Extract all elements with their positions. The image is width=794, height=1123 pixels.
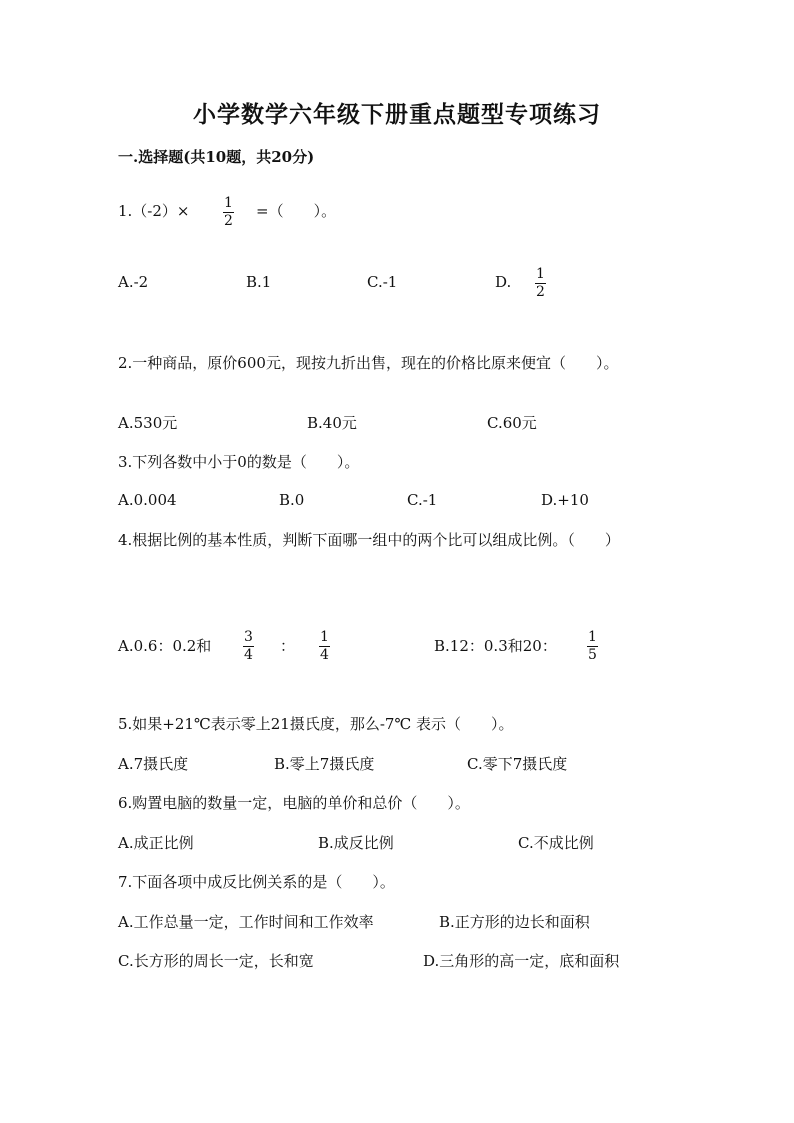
q4-option-a-fraction-1 <box>243 630 254 663</box>
q6-option-a: A.成正比例 <box>118 834 194 852</box>
q1-option-a: A.-2 <box>118 273 149 291</box>
fraction-denominator: 2 <box>536 284 545 300</box>
q6-option-c: C.不成比例 <box>518 834 594 852</box>
fraction-numerator: 3 <box>244 629 253 645</box>
question-1-prefix: 1.（-2）× <box>118 202 190 220</box>
q4-option-b-fraction <box>587 630 598 663</box>
fraction-denominator: 4 <box>320 647 329 663</box>
q5-option-a: A.7摄氏度 <box>118 755 189 773</box>
question-4: 4.根据比例的基本性质，判断下面哪一组中的两个比可以组成比例。（ ） <box>118 531 620 549</box>
question-2: 2.一种商品，原价600元，现按九折出售，现在的价格比原来便宜（ ）。 <box>118 354 619 372</box>
q7-option-c: C.长方形的周长一定，长和宽 <box>118 952 314 970</box>
q3-option-c: C.-1 <box>407 491 438 509</box>
q3-option-d: D.+10 <box>541 491 589 509</box>
q3-option-b: B.0 <box>279 491 305 509</box>
question-1-suffix: =（ ）。 <box>256 202 337 220</box>
fraction-numerator: 1 <box>536 266 545 282</box>
q4-option-b-prefix: B.12：0.3和20： <box>434 637 557 655</box>
q5-option-c: C.零下7摄氏度 <box>467 755 568 773</box>
section-heading: 一.选择题(共10题，共20分) <box>118 148 315 166</box>
q7-option-a: A.工作总量一定，工作时间和工作效率 <box>118 913 374 931</box>
q2-option-c: C.60元 <box>487 414 537 432</box>
q7-option-b: B.正方形的边长和面积 <box>439 913 590 931</box>
q2-option-b: B.40元 <box>307 414 357 432</box>
page-title: 小学数学六年级下册重点题型专项练习 <box>193 101 601 128</box>
question-6: 6.购置电脑的数量一定，电脑的单价和总价（ ）。 <box>118 794 470 812</box>
q3-option-a: A.0.004 <box>118 491 177 509</box>
fraction-denominator: 2 <box>224 213 233 229</box>
q4-option-a-prefix: A.0.6：0.2和 <box>118 637 212 655</box>
fraction-numerator: 1 <box>588 629 597 645</box>
q4-option-a-fraction-2 <box>319 630 330 663</box>
q6-option-b: B.成反比例 <box>318 834 394 852</box>
q1-option-c: C.-1 <box>367 273 398 291</box>
q1-option-d: D. <box>495 273 512 291</box>
question-5: 5.如果+21℃表示零上21摄氏度，那么-7℃ 表示（ ）。 <box>118 715 514 733</box>
fraction-numerator: 1 <box>320 629 329 645</box>
q1-option-d-fraction <box>535 267 546 300</box>
question-7: 7.下面各项中成反比例关系的是（ ）。 <box>118 873 395 891</box>
q2-option-a: A.530元 <box>118 414 178 432</box>
q5-option-b: B.零上7摄氏度 <box>274 755 375 773</box>
q7-option-d: D.三角形的高一定，底和面积 <box>423 952 620 970</box>
fraction-denominator: 5 <box>588 647 597 663</box>
question-3: 3.下列各数中小于0的数是（ ）。 <box>118 453 360 471</box>
q1-option-b: B.1 <box>246 273 272 291</box>
question-1-fraction <box>223 196 234 229</box>
fraction-denominator: 4 <box>244 647 253 663</box>
q4-option-a-colon: ： <box>280 637 296 655</box>
fraction-numerator: 1 <box>224 195 233 211</box>
